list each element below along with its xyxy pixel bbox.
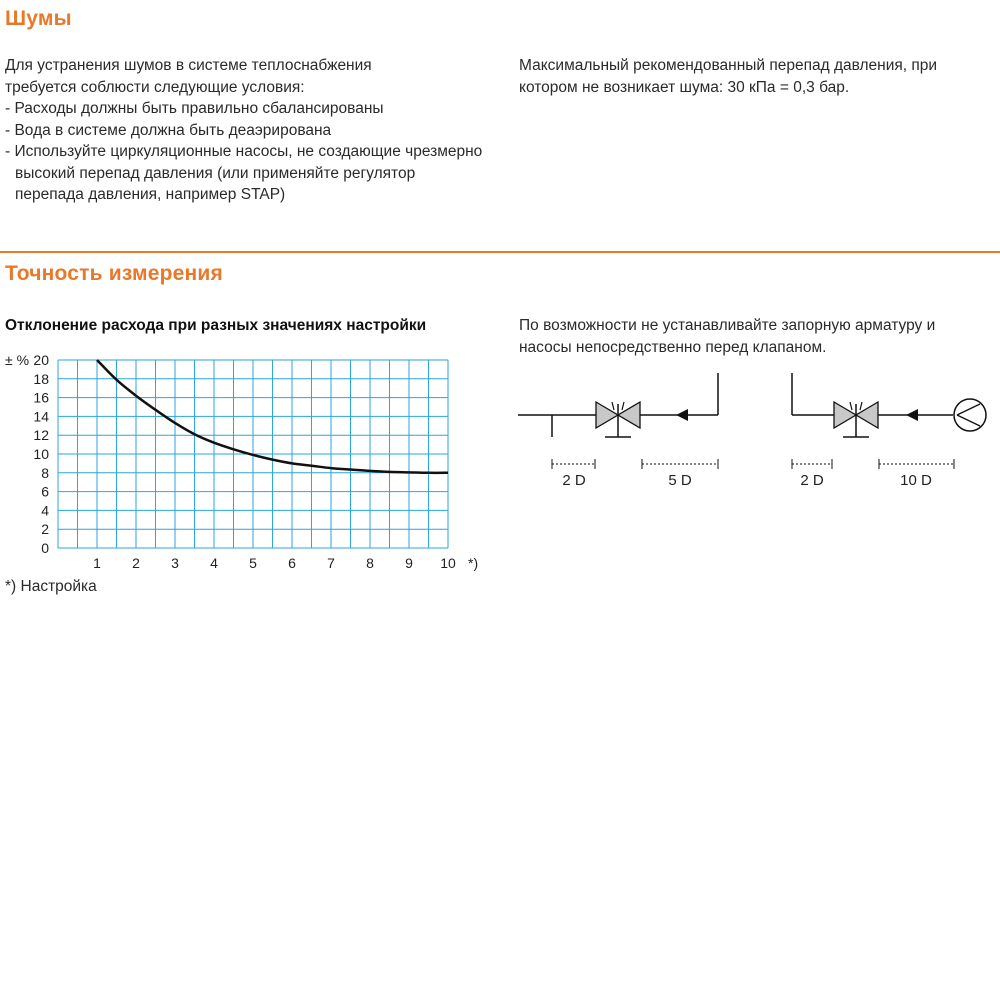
y-tick-label: 4: [41, 502, 49, 519]
dimension-label: 10 D: [900, 472, 932, 489]
noise-conditions-text: [5, 55, 485, 206]
dimension-label: 2 D: [800, 472, 824, 489]
y-tick-label: 16: [33, 389, 49, 406]
max-pressure-text: [519, 55, 989, 98]
x-tick-label: 1: [93, 555, 101, 571]
x-tick-label: 9: [405, 555, 413, 571]
x-tick-label: 4: [210, 555, 218, 571]
installation-diagram: [510, 360, 990, 490]
deviation-chart: [0, 345, 500, 575]
noise-section-title: Шумы: [5, 7, 72, 30]
dimension-label: 2 D: [562, 472, 586, 489]
x-tick-label: 10: [440, 555, 456, 571]
x-axis-label: *): [468, 555, 479, 571]
balancing-valve-icon: [596, 402, 640, 437]
dimension-label: 5 D: [668, 472, 692, 489]
accuracy-section-title: Точность измерения: [5, 262, 223, 285]
x-tick-label: 6: [288, 555, 296, 571]
left-scheme: [518, 373, 718, 489]
y-tick-label: 0: [41, 540, 49, 556]
max-pressure-line-2: котором не возникает шума: 30 кПа = 0,3 бар.: [519, 78, 850, 96]
right-scheme: [792, 373, 986, 489]
x-tick-label: 3: [171, 555, 179, 571]
noise-condition-item: - Используйте циркуляционные насосы, не создающие чрезмерно высокий перепад давления (или применяйте регулятор перепада давления, например STAP): [5, 143, 483, 203]
dimension-5d: [642, 459, 718, 469]
setting-footnote: *) Настройка: [5, 578, 97, 595]
x-tick-label: 5: [249, 555, 257, 571]
max-pressure-line-1: Максимальный рекомендованный перепад давления, при: [519, 57, 938, 74]
dimension-2d-right: [792, 459, 832, 469]
installation-advice-line-2: насосы непосредственно перед клапаном.: [519, 338, 827, 356]
flow-arrow-icon: [676, 409, 688, 421]
section-divider: [0, 251, 1000, 253]
x-tick-label: 8: [366, 555, 374, 571]
y-tick-label: 8: [41, 464, 49, 481]
noise-condition-item: - Расходы должны быть правильно сбалансированы: [5, 100, 384, 117]
noise-intro-line-2: требуется соблюсти следующие условия:: [5, 78, 305, 96]
noise-intro-line-1: Для устранения шумов в системе теплоснабжения: [5, 57, 372, 74]
dimension-10d: [879, 459, 954, 469]
y-tick-label: 6: [41, 483, 49, 500]
installation-advice-line-1: По возможности не устанавливайте запорную арматуру и: [519, 317, 936, 334]
x-tick-label: 2: [132, 555, 140, 571]
y-axis-label: ± %: [5, 352, 30, 368]
y-tick-label: 12: [33, 427, 49, 444]
y-tick-label: 18: [33, 370, 49, 387]
flow-arrow-icon: [906, 409, 918, 421]
noise-condition-item: - Вода в системе должна быть деаэрирована: [5, 121, 332, 139]
x-tick-label: 7: [327, 555, 335, 571]
y-tick-label: 2: [41, 521, 49, 538]
y-tick-label: 20: [33, 352, 49, 368]
y-tick-label: 10: [33, 446, 49, 462]
chart-heading: Отклонение расхода при разных значениях настройки: [5, 317, 427, 334]
dimension-2d-left: [552, 459, 595, 469]
installation-advice-text: [519, 315, 994, 358]
y-tick-label: 14: [33, 408, 49, 425]
pump-icon: [954, 399, 986, 431]
balancing-valve-icon: [834, 402, 878, 437]
